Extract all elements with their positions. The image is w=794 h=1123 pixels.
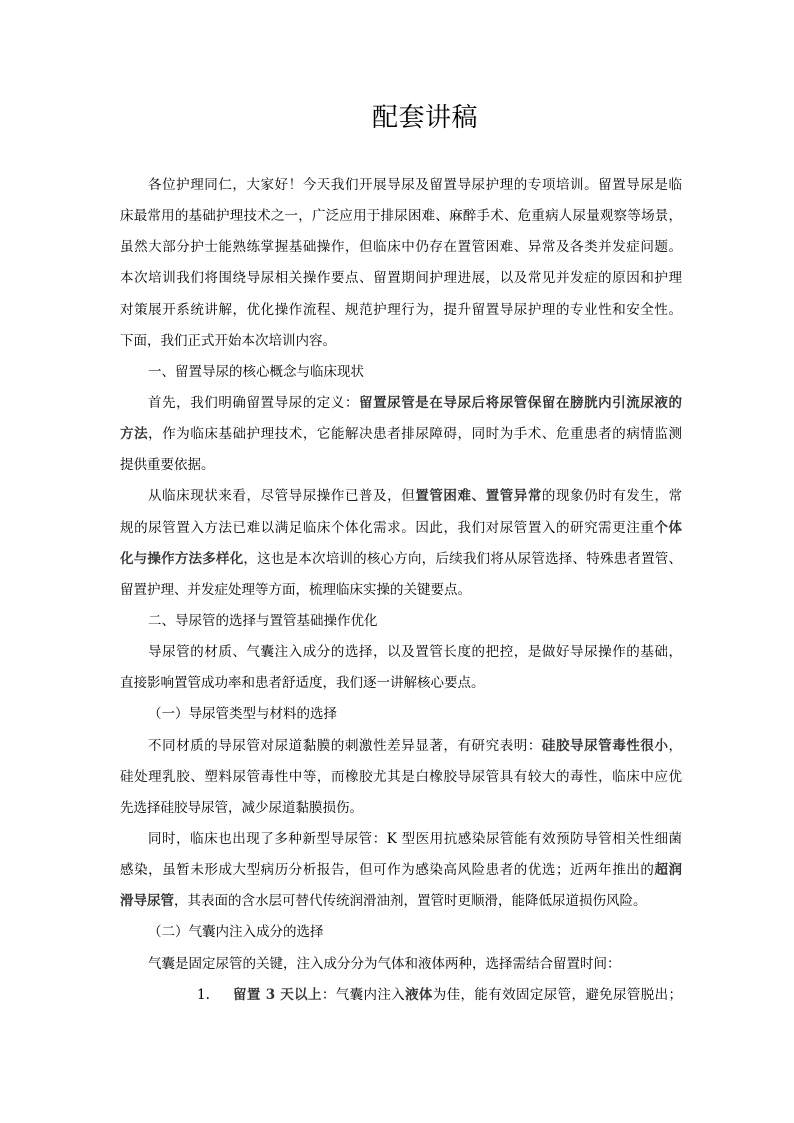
- subheading-text: （二）气囊内注入成分的选择: [148, 924, 324, 941]
- heading-text: 二、导尿管的选择与置管基础操作优化: [148, 612, 378, 629]
- text-segment: 对策展开系统讲解，优化操作流程、规范护理行为，提升留置导尿护理的专业性和安全性。: [120, 301, 682, 318]
- text-segment: 导尿管的材质、气囊注入成分的选择，以及置管长度的把控，是做好导尿操作的基础，: [148, 644, 682, 661]
- text-line: [120, 637, 682, 668]
- heading-text: 一、留置导尿的核心概念与临床现状: [148, 363, 364, 380]
- text-line: [120, 419, 682, 450]
- text-line: [120, 263, 682, 294]
- emphasis-text: 滑导尿管: [120, 893, 174, 910]
- text-segment: 虽然大部分护士能熟练掌握基础操作，但临床中仍存在置管困难、异常及各类并发症问题。: [120, 239, 682, 256]
- text-segment: 硅处理乳胶、塑料尿管毒性中等，而橡胶尤其是白橡胶导尿管具有较大的毒性，临床中应优: [120, 768, 682, 785]
- emphasis-text: 超润: [654, 862, 683, 879]
- text-line: [120, 731, 682, 762]
- paragraph-materials: [120, 731, 682, 824]
- list-item-text: [233, 980, 682, 1011]
- text-segment: 留置护理、并发症处理等方面，梳理临床实操的关键要点。: [120, 581, 471, 598]
- document-body: [120, 170, 682, 1011]
- text-segment: 先选择硅胶导尿管，减少尿道黏膜损伤。: [120, 799, 363, 816]
- text-segment: 下面，我们正式开始本次培训内容。: [120, 332, 336, 349]
- text-line: [120, 886, 682, 917]
- text-segment: 规的尿管置入方法已难以满足临床个体化需求。因此，我们对尿管置入的研究需更注重: [120, 519, 655, 536]
- text-segment: 的现象仍时有发生，常: [541, 488, 683, 505]
- paragraph-new-catheters: [120, 824, 682, 917]
- text-line: [120, 575, 682, 606]
- subheading-2: [120, 917, 682, 948]
- text-segment: 本次培训我们将围绕导尿相关操作要点、留置期间护理进展，以及常见并发症的原因和护理: [120, 270, 682, 287]
- paragraph-catheter-basics: [120, 637, 682, 699]
- emphasis-text: 液体: [405, 986, 433, 1003]
- paragraph-intro: [120, 170, 682, 357]
- text-segment: 气囊是固定尿管的关键，注入成分分为气体和液体两种，选择需结合留置时间：: [148, 955, 621, 972]
- text-segment: 提供重要依据。: [120, 457, 215, 474]
- text-line: [120, 824, 682, 855]
- text-line: [120, 513, 682, 544]
- emphasis-text: 方法: [120, 426, 149, 443]
- text-segment: 为佳，能有效固定尿管，避免尿管脱出；: [432, 986, 683, 1003]
- list-item: [120, 980, 682, 1011]
- emphasis-text: 化与操作方法多样化: [120, 550, 244, 567]
- text-segment: 首先，我们明确留置导尿的定义：: [148, 394, 360, 411]
- text-segment: 床最常用的基础护理技术之一，广泛应用于排尿困难、麻醉手术、危重病人尿量观察等场景，: [120, 208, 682, 225]
- text-line: [120, 793, 682, 824]
- text-line: [120, 481, 682, 512]
- text-segment: ，: [668, 737, 683, 754]
- emphasis-text: 硅胶导尿管毒性很小: [541, 737, 669, 754]
- paragraph-balloon-intro: [120, 949, 682, 980]
- text-line: [120, 855, 682, 886]
- text-line: [120, 388, 682, 419]
- section-heading-2: [120, 606, 682, 637]
- text-line: [120, 544, 682, 575]
- text-segment: ，作为临床基础护理技术，它能解决患者排尿障碍，同时为手术、危重患者的病情监测: [148, 426, 683, 443]
- text-segment: 同时，临床也出现了多种新型导尿管：K 型医用抗感染尿管能有效预防导管相关性细菌: [148, 830, 682, 847]
- emphasis-text: 留置尿管是在导尿后将尿管保留在膀胱内引流尿液的: [359, 394, 683, 411]
- text-segment: ，这也是本次培训的核心方向，后续我们将从尿管选择、特殊患者置管、: [243, 550, 683, 567]
- paragraph-clinical-status: [120, 481, 682, 606]
- list-number: 1.: [197, 986, 210, 1003]
- subheading-text: （一）导尿管类型与材料的选择: [148, 706, 337, 723]
- text-line: [120, 668, 682, 699]
- text-line: [120, 295, 682, 326]
- paragraph-definition: [120, 388, 682, 481]
- emphasis-text: 个体: [654, 519, 683, 536]
- emphasis-text: 留置 3 天以上: [233, 986, 322, 1003]
- section-heading-1: [120, 357, 682, 388]
- text-line: [120, 201, 682, 232]
- text-line: [120, 326, 682, 357]
- text-segment: ，其表面的含水层可替代传统润滑油剂，置管时更顺滑，能降低尿道损伤风险。: [174, 893, 647, 910]
- text-segment: 从临床现状来看，尽管导尿操作已普及，但: [148, 488, 416, 505]
- text-line: [120, 170, 682, 201]
- text-segment: 各位护理同仁，大家好！今天我们开展导尿及留置导尿护理的专项培训。留置导尿是临: [148, 177, 682, 193]
- subheading-1: [120, 699, 682, 730]
- text-segment: ：气囊内注入: [321, 986, 406, 1003]
- document-title: 配套讲稿: [372, 103, 479, 133]
- text-segment: 直接影响置管成功率和患者舒适度，我们逐一讲解核心要点。: [120, 675, 485, 692]
- emphasis-text: 置管困难、置管异常: [415, 488, 542, 505]
- text-line: [120, 762, 682, 793]
- text-segment: 感染，虽暂未形成大型病历分析报告，但可作为感染高风险患者的优选；近两年推出的: [120, 862, 655, 879]
- text-segment: 不同材质的导尿管对尿道黏膜的刺激性差异显著，有研究表明：: [148, 737, 542, 754]
- text-line: [120, 450, 682, 481]
- text-line: [120, 232, 682, 263]
